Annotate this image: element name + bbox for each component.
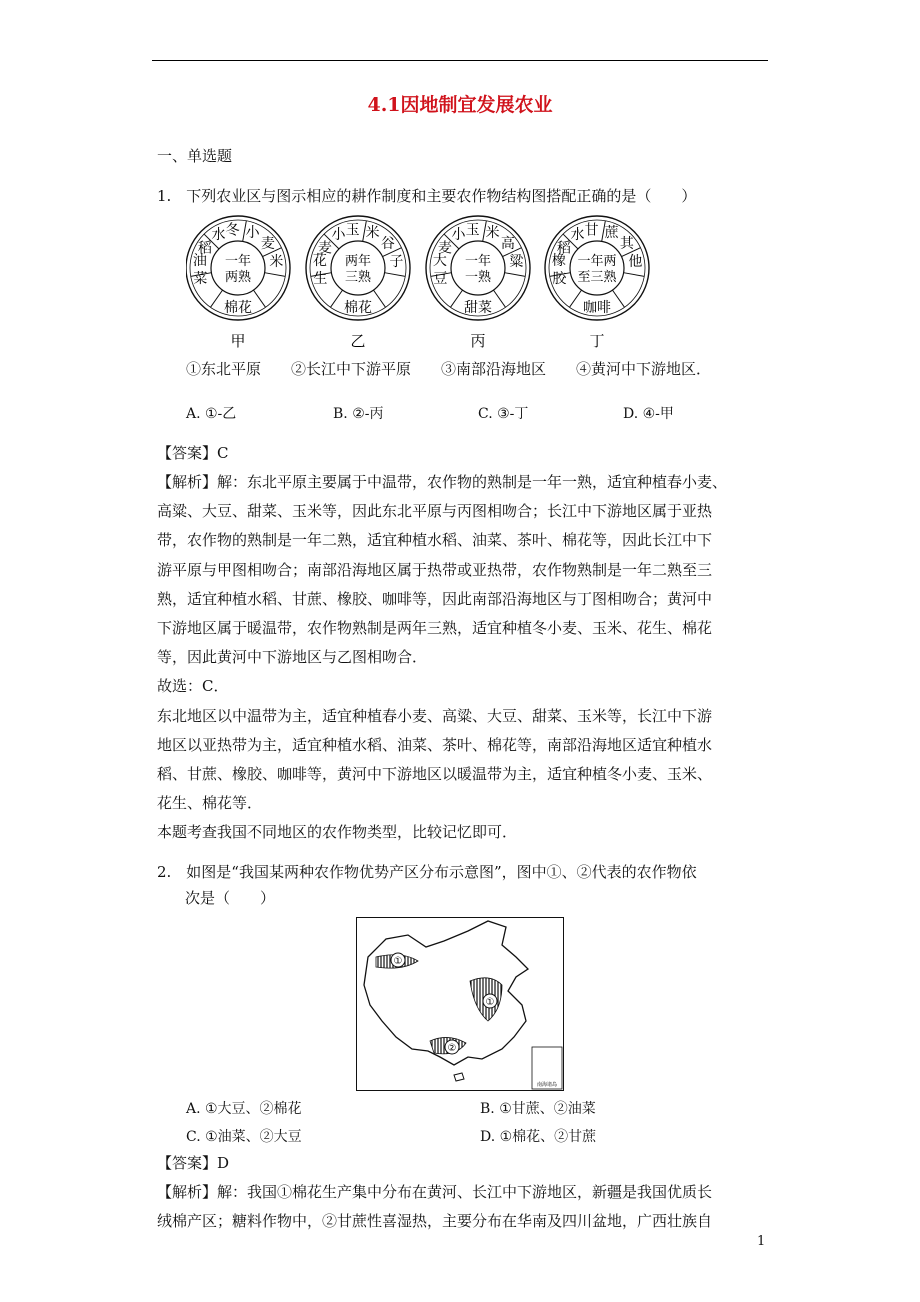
wheel-ring-text: 豆 — [433, 271, 448, 288]
wheel-label: 丁 — [589, 332, 605, 350]
wheel-ring-text: 麦 — [317, 240, 332, 257]
wheel-ring-text: 其 — [619, 235, 634, 252]
wheel-ring-text: 粱 — [509, 254, 524, 271]
crop-wheel-1 — [186, 216, 290, 350]
q2-option-b: B. ①甘蔗、②油菜 — [480, 1101, 596, 1117]
q1-analysis-line: 故选：C． — [157, 677, 229, 696]
wheel-ring-text: 胶 — [552, 271, 567, 288]
wheel-center-text: 两熟 — [224, 270, 252, 285]
wheel-ring-text: 棉花 — [224, 300, 252, 316]
section-heading: 一、单选题 — [157, 147, 233, 165]
q2-analysis-line: 绒棉产区；糖料作物中，②甘蔗性喜湿热，主要分布在华南及四川盆地，广西壮族自 — [157, 1212, 713, 1231]
wheel-ring-text: 大 — [432, 252, 447, 269]
wheel-ring-text: 麦 — [437, 240, 452, 257]
q2-stem-line2: 次是（ ） — [185, 889, 276, 907]
page-title: 4.1因地制宜发展农业 — [367, 94, 553, 116]
wheel-center-text: 一熟 — [464, 270, 492, 285]
q2-option-d: D. ①棉花、②甘蔗 — [480, 1129, 597, 1145]
q2-analysis — [157, 1178, 777, 1236]
wheel-ring-text: 玉 — [465, 222, 480, 239]
wheel-label: 甲 — [230, 332, 246, 350]
q1-stem: 1. 下列农业区与图示相应的耕作制度和主要农作物结构图搭配正确的是（ ） — [157, 187, 697, 205]
q2-analysis-line: 【解析】解：我国①棉花生产集中分布在黄河、长江中下游地区，新疆是我国优质长 — [157, 1183, 713, 1201]
q1-analysis-line: 【解析】解：东北平原主要属于中温带，农作物的熟制是一年一熟，适宜种植春小麦、 — [157, 473, 728, 491]
wheel-center-text: 一年两 — [577, 254, 617, 269]
q2-answer: 【答案】D — [157, 1154, 230, 1172]
q1-analysis — [157, 468, 777, 848]
wheel-ring-text: 高 — [500, 235, 515, 252]
wheel-ring-text: 棉花 — [344, 300, 372, 316]
crop-wheel-2 — [306, 216, 410, 350]
q1-analysis-line: 带，农作物的熟制是一年二熟，适宜种植水稻、油菜、茶叶、棉花等，因此长江中下 — [157, 531, 713, 550]
wheel-ring-text: 玉 — [345, 222, 360, 239]
q1-answer: 【答案】C — [157, 444, 229, 462]
q1-analysis-line: 本题考查我国不同地区的农作物类型，比较记忆即可． — [157, 823, 518, 842]
q1-option-b: B. ②-丙 — [333, 406, 384, 422]
wheel-ring-text: 菜 — [193, 271, 208, 288]
wheel-ring-text: 稻 — [197, 240, 212, 257]
crop-wheel-3 — [426, 216, 530, 350]
wheel-center-text: 三熟 — [344, 270, 372, 285]
page-number: 1 — [757, 1234, 766, 1249]
q1-regions: ①东北平原 ②长江中下游平原 ③南部沿海地区 ④黄河中下游地区． — [186, 360, 712, 378]
q1-analysis-line: 下游地区属于暖温带，农作物熟制是两年三熟，适宜种植冬小麦、玉米、花生、棉花 — [157, 619, 713, 638]
inset-label: 南海诸岛 — [536, 1082, 558, 1088]
wheel-ring-text: 麦 — [260, 235, 275, 252]
wheel-ring-text: 米 — [269, 254, 284, 271]
wheel-ring-text: 他 — [628, 254, 643, 271]
wheel-ring-text: 甘 — [584, 222, 599, 239]
map-label-2: ② — [447, 1043, 457, 1054]
crop-wheels-figure — [186, 212, 666, 352]
wheel-ring-text: 子 — [389, 254, 404, 271]
wheel-center-text: 一年 — [464, 254, 492, 269]
q1-option-c: C. ③-丁 — [478, 406, 529, 422]
wheel-center-text: 至三熟 — [577, 270, 617, 285]
wheel-center-text: 两年 — [344, 254, 372, 269]
q1-analysis-line: 东北地区以中温带为主，适宜种植春小麦、高粱、大豆、甜菜、玉米等，长江中下游 — [157, 706, 713, 725]
wheel-ring-text: 甜菜 — [464, 300, 492, 316]
q1-analysis-line: 熟，适宜种植水稻、甘蔗、橡胶、咖啡等，因此南部沿海地区与丁图相吻合；黄河中 — [157, 589, 713, 608]
q1-option-d: D. ④-甲 — [623, 406, 674, 422]
wheel-ring-text: 小 — [451, 227, 466, 244]
wheel-ring-text: 谷 — [380, 235, 395, 252]
q1-option-a: A. ①-乙 — [186, 406, 237, 422]
q1-analysis-line: 高粱、大豆、甜菜、玉米等，因此东北平原与丙图相吻合；长江中下游地区属于亚热 — [157, 502, 713, 521]
wheel-ring-text: 稻 — [556, 240, 571, 257]
map-label-1a: ① — [393, 956, 403, 967]
q1-analysis-line: 等，因此黄河中下游地区与乙图相吻合． — [157, 648, 428, 667]
hainan-island — [454, 1073, 464, 1081]
q1-analysis-line: 地区以亚热带为主，适宜种植水稻、油菜、茶叶、棉花等，南部沿海地区适宜种植水 — [157, 735, 713, 754]
wheel-label: 丙 — [470, 332, 486, 350]
wheel-ring-text: 水 — [570, 227, 585, 244]
q1-analysis-line: 稻、甘蔗、橡胶、咖啡等，黄河中下游地区以暖温带为主，适宜种植冬小麦、玉米、 — [157, 765, 713, 784]
wheel-ring-text: 米 — [365, 224, 380, 241]
wheel-ring-text: 蔗 — [604, 224, 619, 241]
q2-option-c: C. ①油菜、②大豆 — [186, 1129, 302, 1145]
q2-stem-line1: 2. 如图是“我国某两种农作物优势产区分布示意图”，图中①、②代表的农作物依 — [157, 863, 697, 881]
crop-wheel-4 — [545, 216, 649, 350]
q1-analysis-line: 游平原与甲图相吻合；南部沿海地区属于热带或亚热带，农作物熟制是一年二熟至三 — [157, 560, 713, 579]
wheel-ring-text: 油 — [192, 252, 207, 269]
wheel-ring-text: 冬 — [225, 222, 240, 239]
header-rule — [152, 60, 768, 61]
wheel-ring-text: 小 — [245, 224, 260, 241]
wheel-ring-text: 米 — [485, 224, 500, 241]
wheel-ring-text: 小 — [331, 227, 346, 244]
wheel-ring-text: 咖啡 — [583, 300, 611, 316]
q2-option-a: A. ①大豆、②棉花 — [186, 1101, 302, 1117]
map-label-1b: ① — [485, 997, 495, 1008]
wheel-center-text: 一年 — [224, 254, 252, 269]
wheel-ring-text: 水 — [211, 227, 226, 244]
q1-analysis-line: 花生、棉花等． — [157, 794, 263, 813]
wheel-ring-text: 橡 — [551, 252, 566, 269]
wheel-label: 乙 — [350, 332, 366, 350]
wheel-ring-text: 花 — [312, 252, 327, 269]
wheel-ring-text: 生 — [313, 271, 328, 288]
china-crop-map — [356, 917, 564, 1091]
